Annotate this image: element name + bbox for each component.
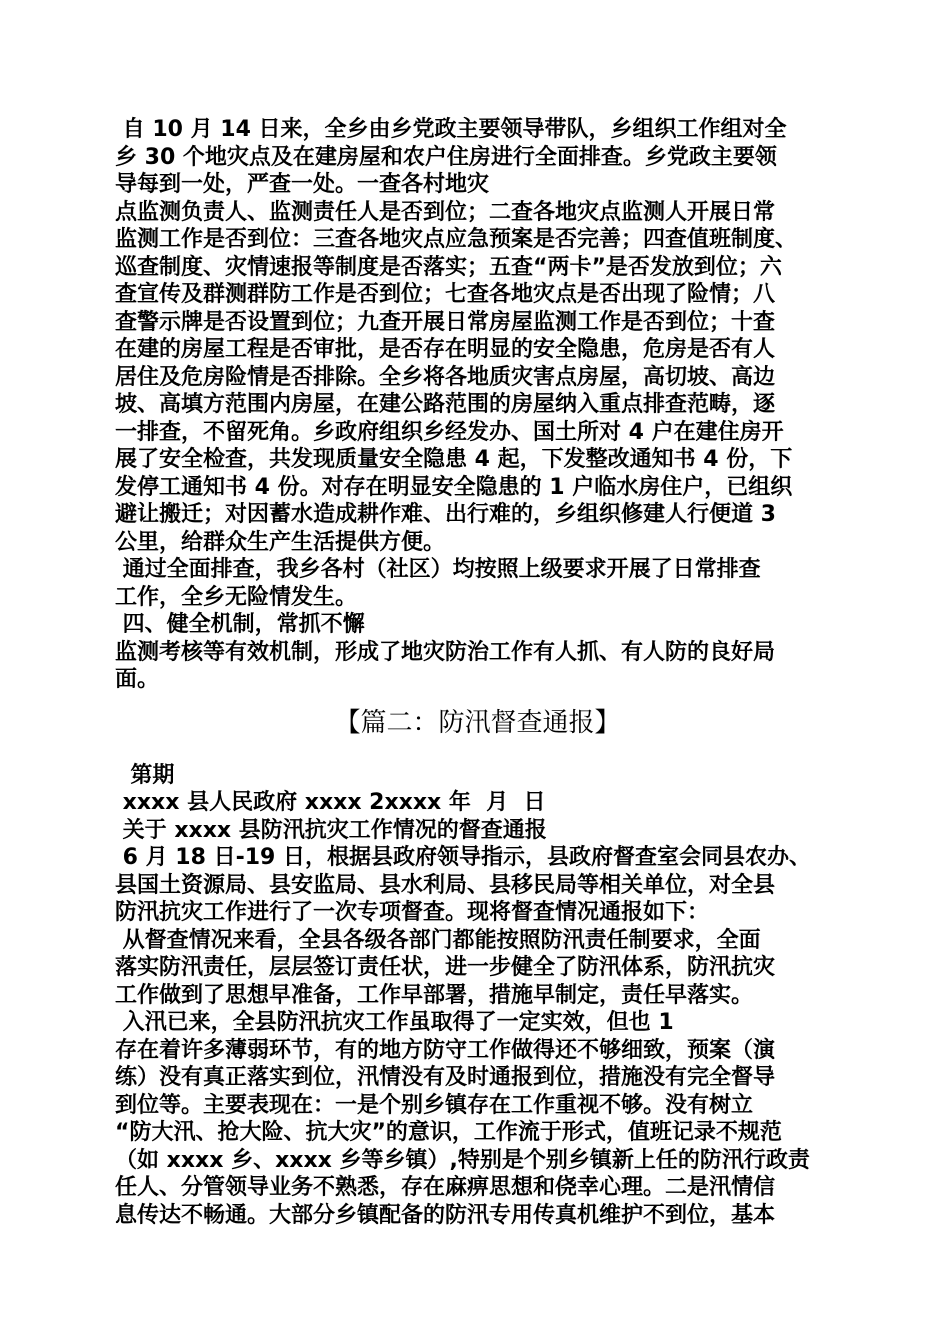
paragraph-mechanism: 监测考核等有效机制，形成了地灾防治工作有人抓、有人防的良好局 面。 (115, 639, 776, 692)
paragraph-inspection-details: 自 10 月 14 日来，全乡由乡党政主要领导带队，乡组织工作组对全 乡 30 个地灾点及在建房屋和农户住房进行全面排查。乡党政主要领 导每到一处，严查一处。一查各村地灾 点监测负责人、监测责任人是否到位；二查各地灾点监测人开展日常 监测工作是否到位：三查各地灾点应急预案是否完善；四查值班制度、 巡查制度、灾情速报等制度是否落实；五查“两卡”是否发放到位；六 查宣传及群测群防工作是否到位；七查各地灾点是否出现了险情；八 查警示牌是否设置到位；九查开展日常房屋监测工作是否到位；十查 在建的房屋工程是否审批，是否存在明显的安全隐患，危房是否有人 居住及危房险情是否排除。全乡将各地质灾害点房屋，高切坡、高边 坡、高填方范围内房屋，在建公路范围的房屋纳入重点排查范畴，逐 一排查，不留死角。乡政府组织乡经发办、国土所对 4 户在建住房开 展了安全检查，共发现质量安全隐患 4 起，下发整改通知书 4 份，下 发停工通知书 4 份。对存在明显安全隐患的 1 户临水房住户，已组织 避让搬迁；对因蓄水造成耕作难、出行难的，乡组织修建人行便道 3 公里，给群众生产生活提供方便。 (115, 117, 798, 555)
document-body (115, 116, 840, 1229)
chapter-title: 【篇二：防汛督查通报】 (334, 707, 621, 738)
issue-number: 第期 (115, 762, 175, 788)
paragraph-overview: 从督查情况来看，全县各级各部门都能按照防汛责任制要求，全面 落实防汛责任，层层签订责任状，进一步健全了防汛体系，防汛抗灾 工作做到了思想早准备，工作早部署，措施早制定，责任早落实。 (115, 927, 776, 1008)
report-title: 关于 xxxx 县防汛抗灾工作情况的督查通报 (115, 817, 547, 843)
paragraph-problems: 入汛已来，全县防汛抗灾工作虽取得了一定实效，但也 1 存在着许多薄弱环节，有的地方防守工作做得还不够细致，预案（演 练）没有真正落实到位，汛情没有及时通报到位，措施没有完全督导 到位等。主要表现在：一是个别乡镇存在工作重视不够。没有树立 “防大汛、抢大险、抗大灾”的意识，工作流于形式，值班记录不规范 （如 xxxx 乡、xxxx 乡等乡镇）,特别是个别乡镇新上任的防汛行政责 任人、分管领导业务不熟悉，存在麻痹思想和侥幸心理。二是汛情信 息传达不畅通。大部分乡镇配备的防汛专用传真机维护不到位，基本 (115, 1010, 810, 1228)
issuer-date-line: xxxx 县人民政府 xxxx 2xxxx 年 月 日 (115, 790, 546, 815)
paragraph-inspection-intro: 6 月 18 日-19 日，根据县政府领导指示，县政府督查室会同县农办、 县国土资源局、县安监局、县水利局、县移民局等相关单位，对全县 防汛抗灾工作进行了一次专项督查。现将督查情况通报如下： (115, 845, 811, 925)
section-heading-mechanism: 四、健全机制，常抓不懈 (115, 612, 365, 637)
paragraph-inspection-result: 通过全面排查，我乡各村（社区）均按照上级要求开展了日常排查 工作，全乡无险情发生。 (115, 557, 761, 610)
